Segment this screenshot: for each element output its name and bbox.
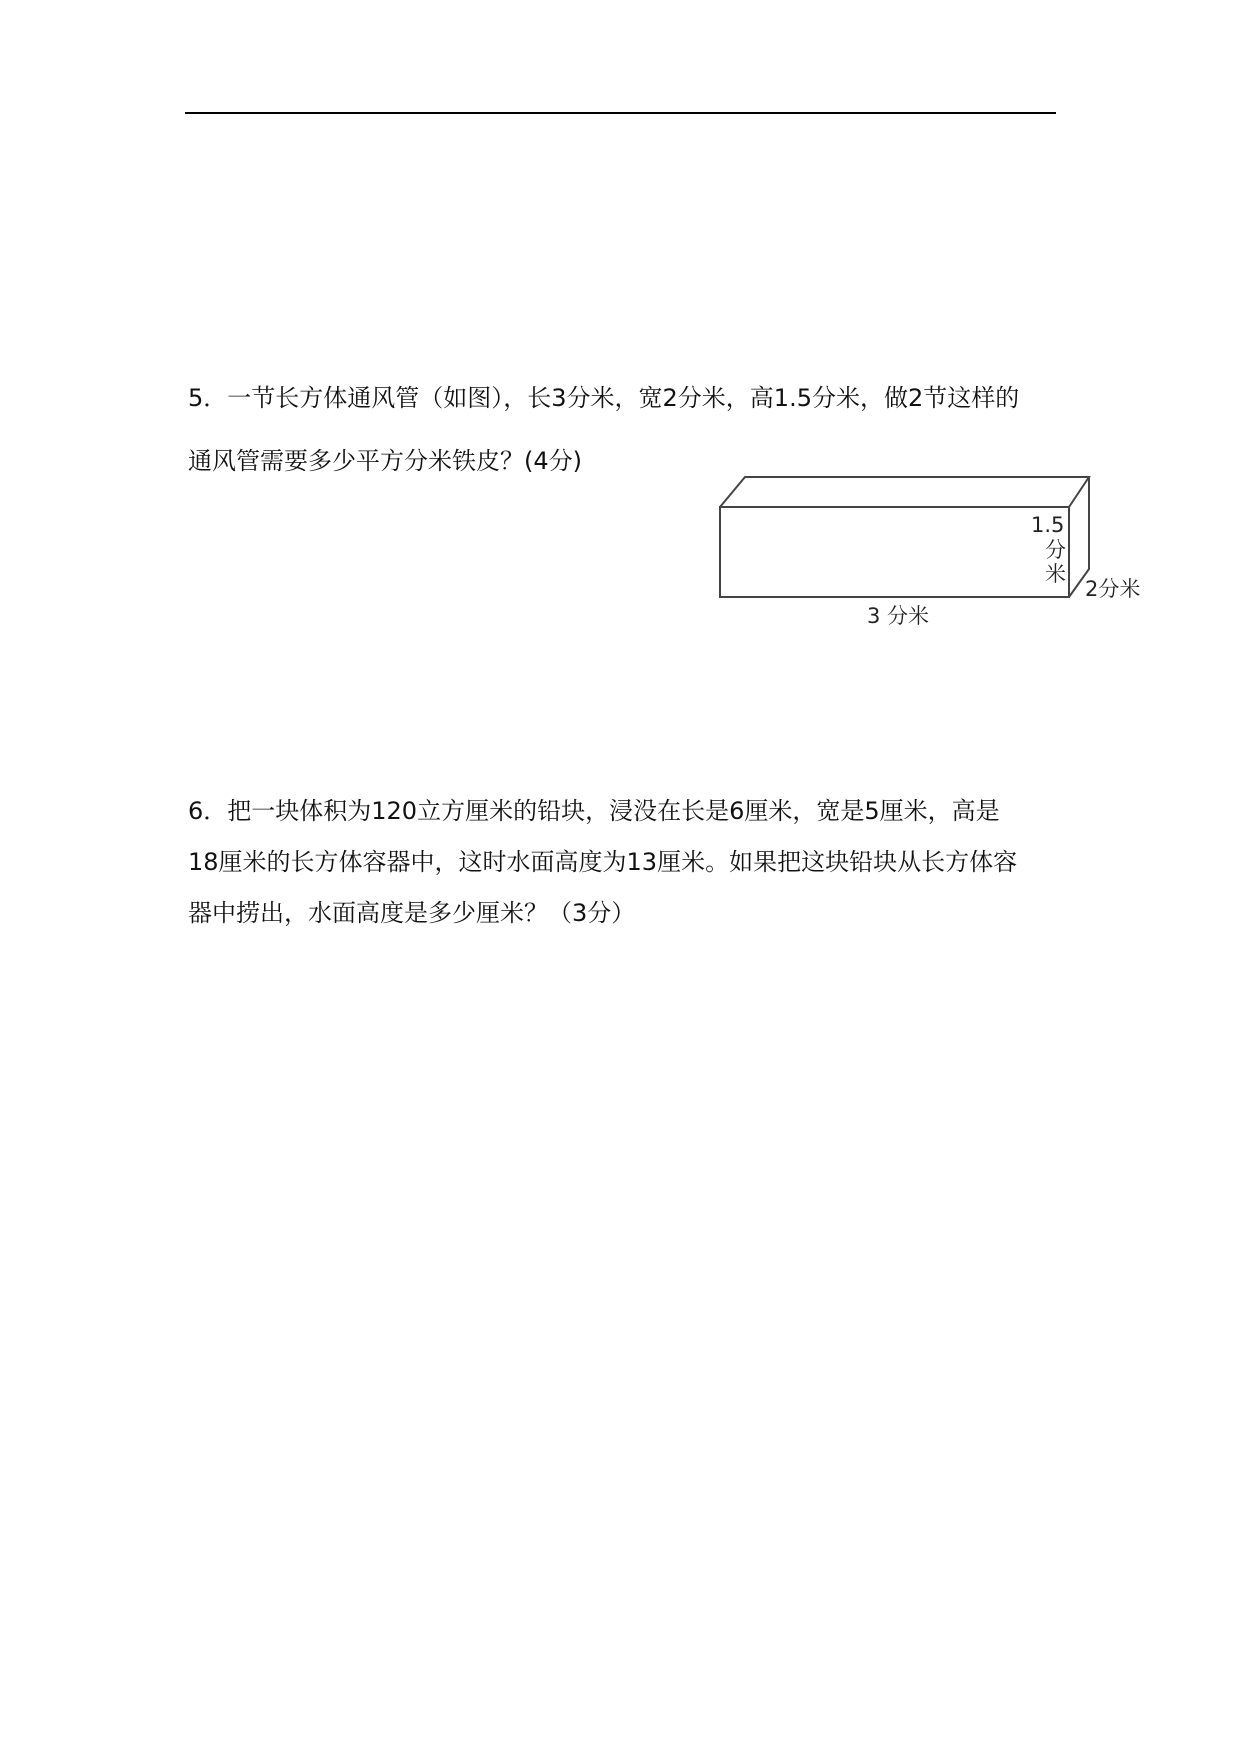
question-5-line-1: 5．一节长方体通风管（如图），长3分米，宽2分米，高1.5分米，做2节这样的 [188,384,1020,412]
height-label-number: 1.5 [1031,513,1065,537]
question-6-line-2: 18厘米的长方体容器中，这时水面高度为13厘米。如果把这块铅块从长方体容 [188,848,1018,876]
length-label: 3 分米 [867,604,930,628]
width-label: 2分米 [1085,577,1141,601]
duct-cuboid-figure [715,470,1155,640]
question-6-line-1: 6．把一块体积为120立方厘米的铅块，浸没在长是6厘米，宽是5厘米，高是 [188,797,1000,825]
cuboid-front-face [720,507,1069,597]
question-6-line-3: 器中捞出，水面高度是多少厘米？（3分） [188,899,636,927]
height-label-unit-2: 米 [1045,562,1066,586]
height-label-unit-1: 分 [1045,538,1066,562]
question-5-line-2: 通风管需要多少平方分米铁皮？(4分) [188,447,582,475]
top-divider-line [185,112,1056,114]
cuboid-top-face [720,477,1089,507]
